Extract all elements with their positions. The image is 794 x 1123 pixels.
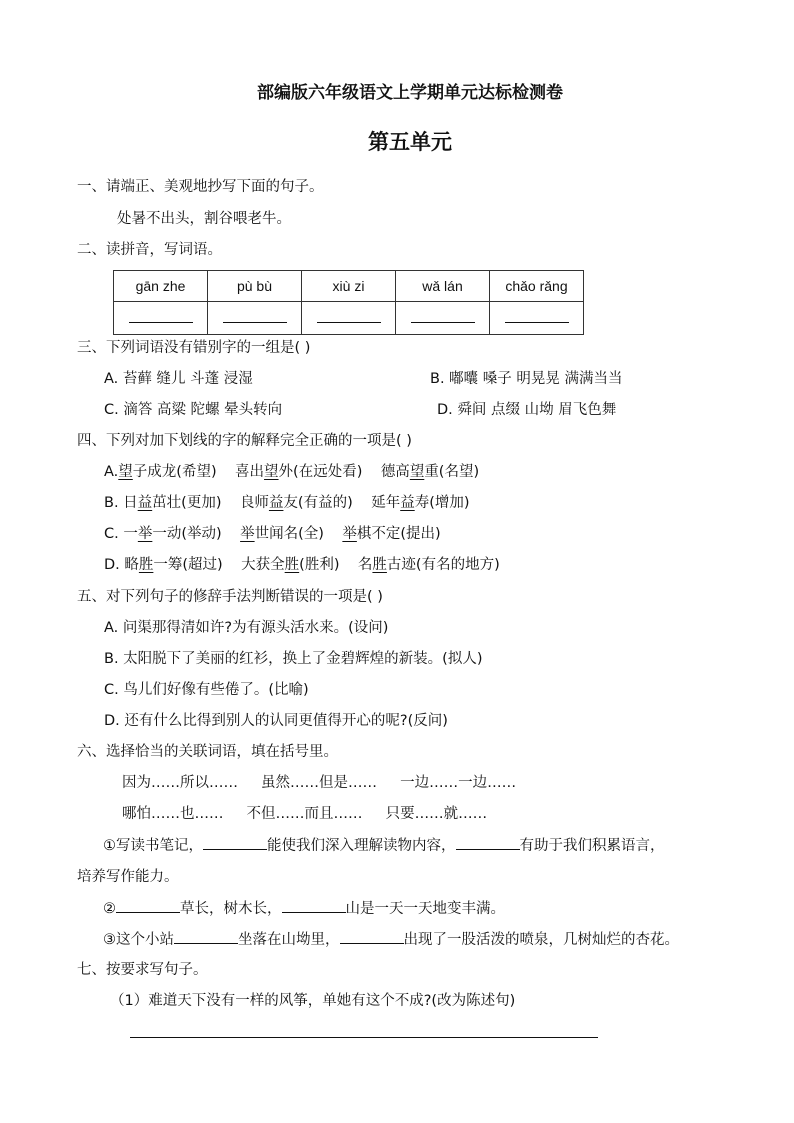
option-text: 喜出 [235,464,265,480]
option-text: 一动(举动) [152,526,222,542]
sentence-text: 能使我们深入理解读物内容， [267,838,456,854]
answer-blank[interactable] [317,322,381,323]
sentence-1 [103,835,665,856]
option-b[interactable]: B. 太阳脱下了美丽的红衫，换上了金碧辉煌的新装。(拟人) [104,651,483,667]
fill-blank[interactable] [282,898,346,913]
pinyin-cell: gān zhe [114,271,208,302]
sentence-2 [103,898,505,919]
underlined-char: 举 [342,526,357,542]
unit-title: 第五单元 [368,130,452,154]
underlined-char: 望 [118,464,133,480]
option-c[interactable]: C. 鸟儿们好像有些倦了。(比喻) [104,682,309,698]
underlined-char: 望 [409,464,425,480]
option-label: C. 一 [104,526,138,542]
option-d[interactable] [104,555,500,575]
sentence-text: ② [103,901,116,917]
option-label: D. 略 [104,557,139,573]
pinyin-cell: chǎo rǎng [490,271,584,302]
option-a[interactable]: A. 问渠那得清如许?为有源头活水来。(设问) [104,620,389,636]
underlined-char: 益 [268,495,284,511]
underlined-char: 望 [264,464,279,480]
option-text: 棋不定(提出) [356,526,441,542]
underlined-char: 益 [137,495,153,511]
underlined-char: 胜 [138,557,154,573]
sentence-text: ③这个小站 [103,932,174,948]
answer-blank[interactable] [223,322,287,323]
sentence-3 [103,929,679,950]
sentence-text: 草长，树木长， [180,901,282,917]
sentence-text: ①写读书笔记， [103,838,203,854]
answer-blank[interactable] [505,322,569,323]
sentence-text: 坐落在山坳里， [238,932,340,948]
answer-cell[interactable] [114,302,208,335]
option-text: (胜利) [299,557,340,573]
option-text: 一筹(超过) [153,557,223,573]
fill-blank[interactable] [340,929,404,944]
answer-blank[interactable] [411,322,475,323]
option-a[interactable]: A. 苔藓 缝儿 斗蓬 浸湿 [104,371,253,387]
option-c[interactable]: C. 滴答 高粱 陀螺 晕头转向 [104,402,283,418]
answer-line[interactable] [130,1037,598,1038]
option-text: 名 [357,557,373,573]
pinyin-cell: wǎ lán [396,271,490,302]
option-a[interactable] [104,462,479,482]
answer-cell[interactable] [396,302,490,335]
question-4-prompt: 四、下列对加下划线的字的解释完全正确的一项是( ) [77,433,412,449]
pinyin-table [113,270,584,335]
question-7-prompt: 七、按要求写句子。 [77,962,208,978]
question-2-prompt: 二、读拼音，写词语。 [77,242,222,258]
pinyin-cell: pù bù [208,271,302,302]
pinyin-row [114,271,584,302]
option-text: 重(名望) [424,464,480,480]
conjunction-list-1: 因为……所以…… 虽然……但是…… 一边……一边…… [122,775,517,791]
option-text: 德高 [380,464,410,480]
answer-cell[interactable] [302,302,396,335]
option-c[interactable] [104,524,441,544]
option-label: A. [104,464,119,480]
option-text: 延年 [371,495,401,511]
option-b[interactable]: B. 嘟囔 嗓子 明晃晃 满满当当 [430,371,623,387]
option-d[interactable]: D. 舜间 点缀 山坳 眉飞色舞 [437,402,617,418]
sentence-1-continued: 培养写作能力。 [77,869,179,885]
option-text: 古迹(有名的地方) [386,557,500,573]
option-text: 茁壮(更加) [152,495,222,511]
answer-row [114,302,584,335]
fill-blank[interactable] [116,898,180,913]
underlined-char: 举 [240,526,255,542]
question-3-prompt: 三、下列词语没有错别字的一组是( ) [77,340,311,356]
option-text: 寿(增加) [414,495,470,511]
fill-blank[interactable] [456,835,520,850]
sentence-text: 有助于我们积累语言， [519,838,665,854]
question-1-prompt: 一、请端正、美观地抄写下面的句子。 [77,179,324,195]
option-text: 世闻名(全) [254,526,324,542]
conjunction-list-2: 哪怕……也…… 不但……而且…… 只要……就…… [122,806,488,822]
sentence-text: 出现了一股活泼的喷泉，几树灿烂的杏花。 [403,932,679,948]
underlined-char: 益 [400,495,415,511]
answer-cell[interactable] [208,302,302,335]
page-title: 部编版六年级语文上学期单元达标检测卷 [257,83,563,103]
option-label: B. 日 [104,495,138,511]
question-5-prompt: 五、对下列句子的修辞手法判断错误的一项是( ) [77,589,383,605]
underlined-char: 举 [137,526,153,542]
option-b[interactable] [104,493,470,513]
question-1-sentence: 处暑不出头，割谷喂老牛。 [117,211,291,227]
fill-blank[interactable] [174,929,238,944]
sentence-text: 山是一天一天地变丰满。 [345,901,505,917]
option-d[interactable]: D. 还有什么比得到别人的认同更值得开心的呢?(反问) [104,713,448,729]
option-text: 大获全 [241,557,285,573]
answer-blank[interactable] [129,322,193,323]
fill-blank[interactable] [203,835,267,850]
underlined-char: 胜 [284,557,300,573]
question-7-item-1: （1）难道天下没有一样的风筝，单她有这个不成?(改为陈述句) [110,993,516,1009]
pinyin-cell: xiù zi [302,271,396,302]
underlined-char: 胜 [372,557,387,573]
option-text: 子成龙(希望) [132,464,217,480]
answer-cell[interactable] [490,302,584,335]
option-text: 友(有益的) [283,495,353,511]
option-text: 外(在远处看) [278,464,363,480]
option-text: 良师 [239,495,269,511]
question-6-prompt: 六、选择恰当的关联词语，填在括号里。 [77,744,338,760]
